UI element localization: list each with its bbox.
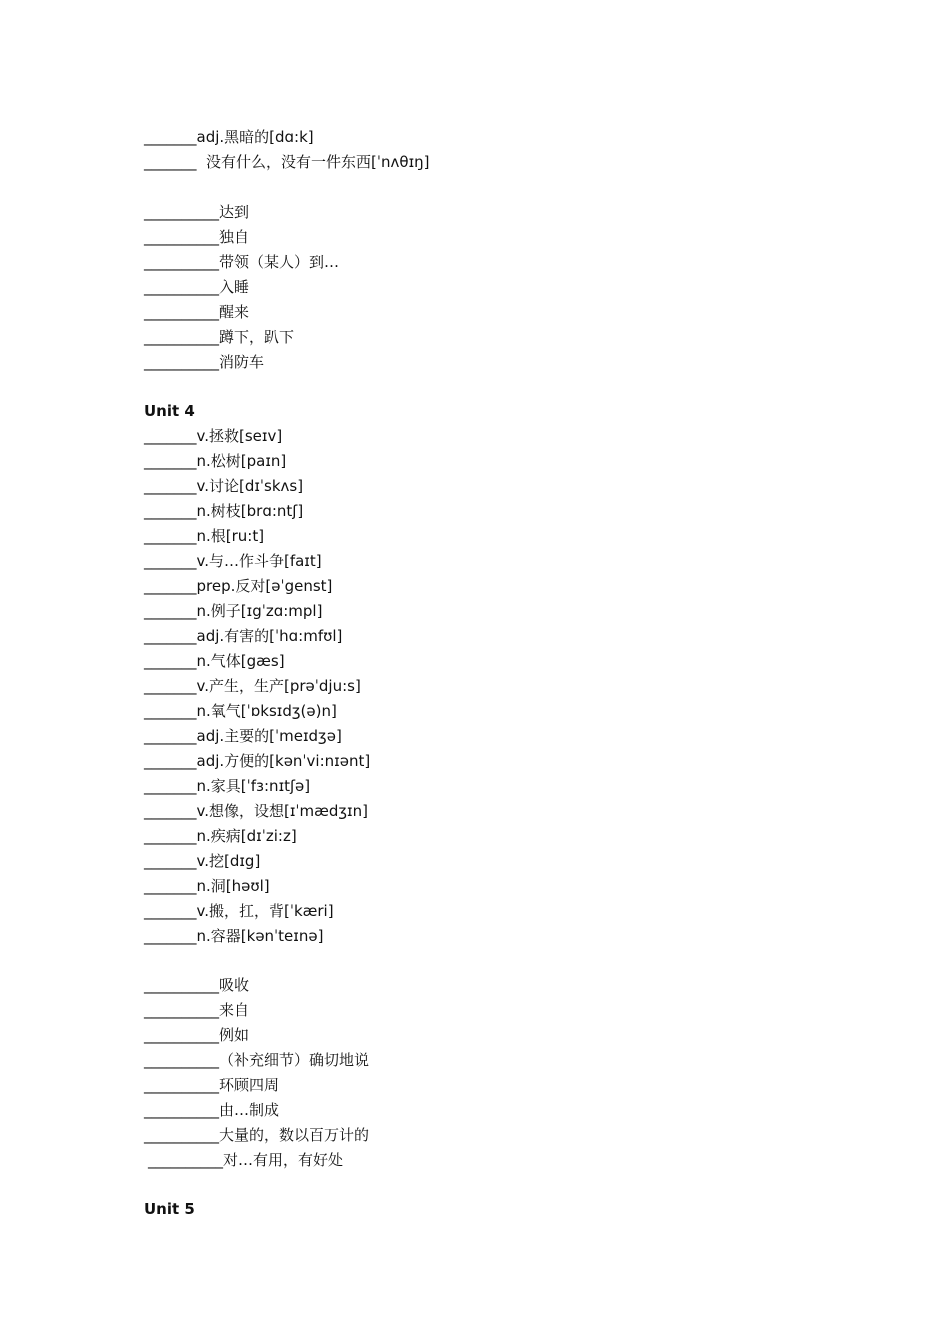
phrase-entry-take-in: __________吸收 [144, 976, 250, 994]
vocab-entry-fight: _______v.与…作斗争[faɪt] [144, 552, 322, 570]
vocab-entry-oxygen: _______n.氧气[ˈɒksɪdʒ(ə)n] [144, 702, 337, 720]
vocab-entry-furniture: _______n.家具[ˈfɜ:nɪtʃə] [144, 777, 311, 795]
vocab-entry-example: _______n.例子[ɪgˈzɑ:mpl] [144, 602, 323, 620]
phrase-entry-made-from: __________由…制成 [144, 1101, 280, 1119]
vocab-entry-carry: _______v.搬，扛，背[ˈkæri] [144, 902, 334, 920]
vocab-entry-imagine: _______v.想像，设想[ɪˈmædʒɪn] [144, 802, 368, 820]
phrase-entry-wake-up: __________醒来 [144, 303, 250, 321]
unit-4-heading: Unit 4 [144, 402, 195, 420]
phrase-entry-alone: __________独自 [144, 228, 250, 246]
phrase-entry-come-from: __________来自 [144, 1001, 250, 1019]
phrase-entry-millions-of: __________大量的，数以百万计的 [144, 1126, 370, 1144]
vocab-entry-nothing: _______ 没有什么，没有一件东西[ˈnʌθɪŋ] [144, 153, 430, 171]
phrase-entry-be-good-for: __________对…有用，有好处 [148, 1151, 344, 1169]
vocab-entry-produce: _______v.产生，生产[prəˈdju:s] [144, 677, 361, 695]
vocab-entry-dig: _______v.挖[dɪg] [144, 852, 261, 870]
vocab-entry-disease: _______n.疾病[dɪˈzi:z] [144, 827, 297, 845]
unit-5-heading: Unit 5 [144, 1200, 195, 1218]
vocab-entry-gas: _______n.气体[gæs] [144, 652, 285, 670]
vocab-entry-against: _______prep.反对[əˈgenst] [144, 577, 333, 595]
vocab-entry-convenient: _______adj.方便的[kənˈvi:nɪənt] [144, 752, 371, 770]
phrase-entry-reach: __________达到 [144, 203, 250, 221]
phrase-entry-get-down: __________蹲下，趴下 [144, 328, 295, 346]
phrase-entry-in-fact: __________（补充细节）确切地说 [144, 1051, 370, 1069]
vocab-entry-container: _______n.容器[kənˈteɪnə] [144, 927, 324, 945]
vocab-entry-save: _______v.拯救[seɪv] [144, 427, 283, 445]
phrase-entry-fall-asleep: __________入睡 [144, 278, 250, 296]
phrase-entry-look-around: __________环顾四周 [144, 1076, 280, 1094]
vocab-entry-major: _______adj.主要的[ˈmeɪdʒə] [144, 727, 342, 745]
vocab-entry-hole: _______n.洞[həʊl] [144, 877, 270, 895]
vocab-entry-pine: _______n.松树[paɪn] [144, 452, 287, 470]
phrase-entry-for-example: __________例如 [144, 1026, 250, 1044]
phrase-entry-fire-engine: __________消防车 [144, 353, 265, 371]
vocab-entry-branch: _______n.树枝[brɑ:ntʃ] [144, 502, 304, 520]
vocab-entry-discuss: _______v.讨论[dɪˈskʌs] [144, 477, 304, 495]
phrase-entry-lead-to: __________带领（某人）到… [144, 253, 340, 271]
vocab-entry-dark: _______adj.黑暗的[dɑ:k] [144, 128, 314, 146]
vocab-entry-harmful: _______adj.有害的[ˈhɑ:mfʊl] [144, 627, 343, 645]
vocab-entry-root: _______n.根[ru:t] [144, 527, 265, 545]
